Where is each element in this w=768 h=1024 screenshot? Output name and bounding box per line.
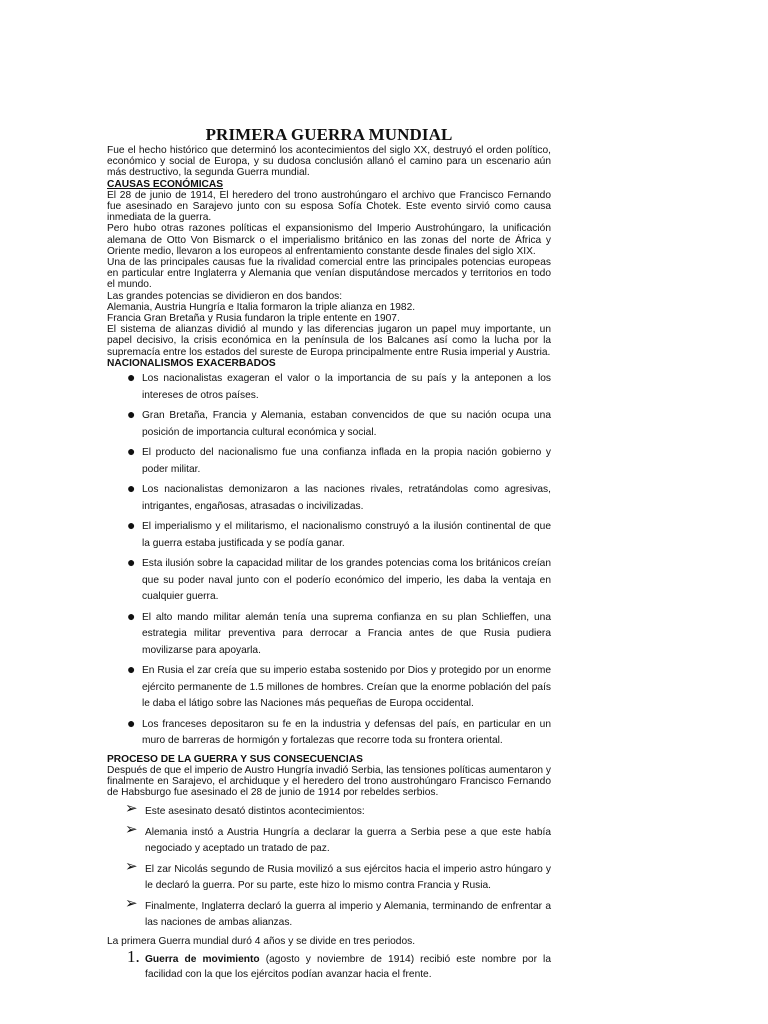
bullet-icon: ● bbox=[127, 517, 136, 534]
list-item bbox=[107, 858, 551, 894]
list-item bbox=[107, 371, 551, 404]
paragraph: Las grandes potencias se dividieron en dos bandos: bbox=[107, 290, 343, 302]
arrow-bullet-icon: ➢ bbox=[125, 858, 138, 876]
paragraph: Pero hubo otras razones políticas el expansionismo del Imperio Austrohúngaro, la unificación alemana de Otto Von Bismarck o el imperialismo británico en las zonas del norte de África y Oriente medio, llevaron a los europeos al enfrentamiento constante desde finales del siglo XIX. bbox=[107, 223, 551, 257]
section-heading-nacionalismos: NACIONALISMOS EXACERBADOS bbox=[107, 357, 276, 369]
bullet-icon: ● bbox=[127, 369, 136, 386]
list-item bbox=[107, 519, 551, 552]
list-item-text: En Rusia el zar creía que su imperio estaba sostenido por Dios y protegido por un enorme ejército permanente de 1.5 millones de hombres. Creían que la enorme población del país le daba el látigo sobre las Naciones más pequeñas de Europa occidental. bbox=[142, 665, 551, 710]
list-item bbox=[107, 663, 551, 713]
list-item-text: Finalmente, Inglaterra declaró la guerra al imperio y Alemania, terminando de enfrentar a las naciones de ambas alianzas. bbox=[145, 901, 551, 929]
list-item-text: Alemania instó a Austria Hungría a declarar la guerra a Serbia pese a que este había negociado y aceptado un tratado de paz. bbox=[145, 827, 551, 855]
paragraph: El 28 de junio de 1914, El heredero del trono austrohúngaro el archivo que Francisco Fernando fue asesinado en Sarajevo junto con su esposa Sofía Chotek. Este evento sirvió como causa inmediata de la guerra. bbox=[107, 189, 551, 224]
paragraph: El sistema de alianzas dividió al mundo y las diferencias jugaron un papel muy importante, un papel decisivo, la crisis económica en la península de los Balcanes así como la lucha por la supremacía entre los estados del sureste de Europa principalmente entre Rusia imperial y Austria. bbox=[107, 324, 551, 358]
list-number: 1. bbox=[127, 946, 140, 966]
document-page bbox=[107, 125, 551, 982]
paragraph: Después de que el imperio de Austro Hungría invadió Serbia, las tensiones políticas aumentaron y finalmente en Sarajevo, el archiduque y el heredero del trono austrohúngaro Francisco Fernando de Habsburgo fue asesinado el 28 de junio de 1914 por rebeldes serbios. bbox=[107, 764, 551, 799]
list-item bbox=[107, 607, 551, 660]
paragraph: Francia Gran Bretaña y Rusia fundaron la triple entente en 1907. bbox=[107, 313, 400, 325]
list-item bbox=[107, 895, 551, 931]
bullet-list bbox=[107, 371, 551, 750]
arrow-list bbox=[107, 800, 551, 931]
bullet-icon: ● bbox=[127, 443, 136, 460]
list-item-text: El producto del nacionalismo fue una confianza inflada en la propia nación gobierno y poder militar. bbox=[142, 447, 551, 475]
bullet-icon: ● bbox=[127, 661, 136, 678]
arrow-bullet-icon: ➢ bbox=[125, 821, 138, 839]
period-description: (agosto y noviembre de 1914) recibió este nombre por la facilidad con la que los ejércitos podían avanzar hacia el frente. bbox=[145, 953, 551, 980]
list-item-text: Esta ilusión sobre la capacidad militar de los grandes potencias coma los británicos creían que su poder naval junto con el poderío económico del imperio, les daba la ventaja en cualquier guerra. bbox=[142, 558, 551, 603]
bullet-icon: ● bbox=[127, 554, 136, 571]
page-title: PRIMERA GUERRA MUNDIAL bbox=[205, 125, 453, 144]
arrow-bullet-icon: ➢ bbox=[125, 895, 138, 913]
bullet-icon: ● bbox=[127, 714, 136, 731]
period-name: Guerra de movimiento bbox=[145, 953, 260, 965]
list-item-text: Los nacionalistas demonizaron a las naciones rivales, retratándolas como agresivas, intrigantes, engañosas, atrasadas o incivilizadas. bbox=[142, 484, 551, 512]
list-item-text: Este asesinato desató distintos acontecimientos: bbox=[145, 806, 365, 818]
paragraph: La primera Guerra mundial duró 4 años y se divide en tres periodos. bbox=[107, 936, 416, 948]
list-item bbox=[107, 445, 551, 478]
list-item bbox=[107, 556, 551, 606]
list-item bbox=[107, 800, 551, 820]
list-item-text: Los franceses depositaron su fe en la industria y defensas del país, en particular en un muro de barreras de hormigón y fortalezas que recorre toda su frontera oriental. bbox=[142, 718, 551, 747]
list-item-text: El alto mando militar alemán tenía una suprema confianza en su plan Schlieffen, una estrategia militar preventiva para derrocar a Francia antes de que Rusia pudiera movilizarse para apoyarla. bbox=[142, 611, 551, 656]
paragraph: Una de las principales causas fue la rivalidad comercial entre las principales potencias europeas en particular entre Inglaterra y Alemania que venían disputándose mercados y territorios en todo el mundo. bbox=[107, 257, 551, 291]
list-item bbox=[107, 714, 551, 750]
list-item-text: El zar Nicolás segundo de Rusia movilizó a sus ejércitos hacia el imperio astro húngaro y le declaró la guerra. Por su parte, este hizo lo mismo contra Francia y Rusia. bbox=[145, 864, 551, 892]
bullet-icon: ● bbox=[127, 406, 136, 423]
bullet-icon: ● bbox=[127, 480, 136, 497]
arrow-bullet-icon: ➢ bbox=[125, 800, 138, 818]
section-heading-proceso: PROCESO DE LA GUERRA Y SUS CONSECUENCIAS bbox=[107, 753, 363, 765]
list-item bbox=[107, 946, 551, 982]
numbered-list bbox=[107, 946, 551, 982]
list-item bbox=[107, 408, 551, 441]
list-item bbox=[107, 482, 551, 515]
intro-paragraph: Fue el hecho histórico que determinó los acontecimientos del siglo XX, destruyó el orden político, económico y social de Europa, y su dudosa conclusión allanó el camino para un escenario aún más destructivo, la segunda Guerra mundial. bbox=[107, 145, 551, 179]
list-item-text: Los nacionalistas exageran el valor o la importancia de su país y la anteponen a los intereses de otros países. bbox=[142, 373, 551, 401]
paragraph: Alemania, Austria Hungría e Italia formaron la triple alianza en 1982. bbox=[107, 301, 416, 313]
list-item-text: El imperialismo y el militarismo, el nacionalismo construyó a la ilusión continental de que la guerra estaba justificada y se podía ganar. bbox=[142, 521, 551, 549]
bullet-icon: ● bbox=[127, 607, 136, 624]
section-heading-causas: CAUSAS ECONÓMICAS bbox=[107, 178, 224, 190]
list-item-text: Gran Bretaña, Francia y Alemania, estaban convencidos de que su nación ocupa una posición de importancia cultural económica y social. bbox=[142, 410, 551, 438]
list-item bbox=[107, 821, 551, 857]
